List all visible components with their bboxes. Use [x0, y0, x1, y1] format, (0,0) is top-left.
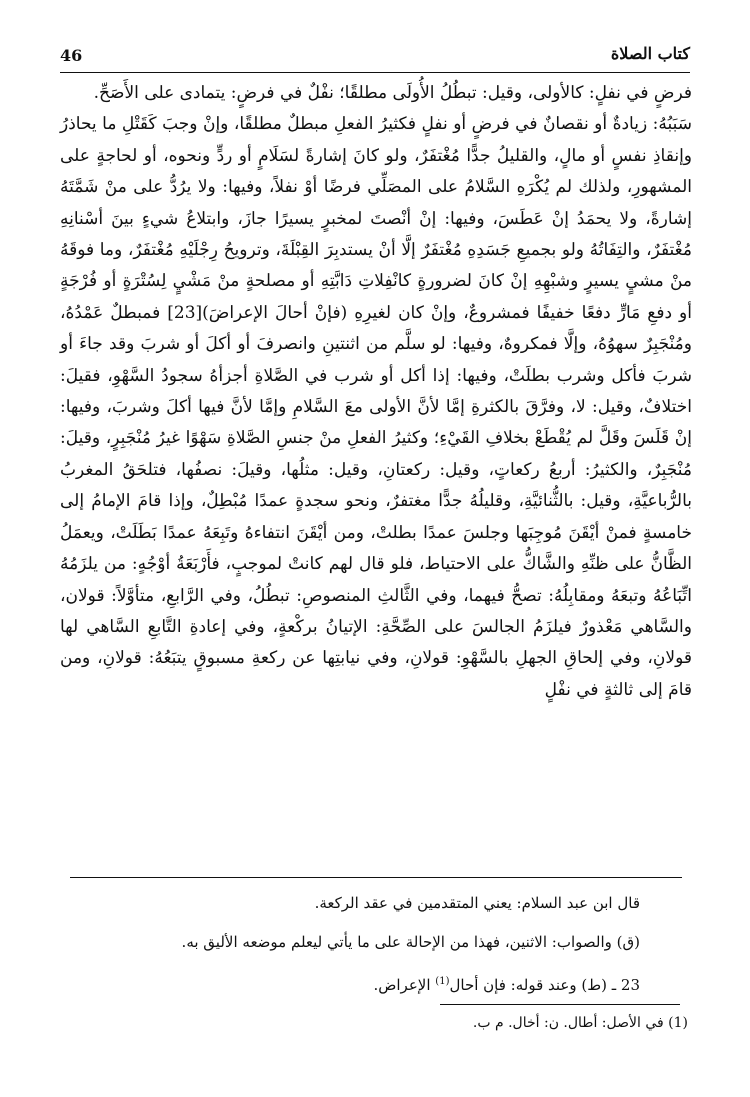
footnote	[70, 1012, 688, 1034]
footnote-divider	[440, 1004, 680, 1005]
running-title: كتاب الصلاة	[610, 44, 690, 63]
paragraph: سَبَبُهُ: زيادةٌ أو نقصانٌ في فرضٍ أو نفلٍ فكثيرُ الفعلِ مبطلٌ مطلقًا، وإنْ وجبَ كَقَتْلِ ما يحاذرُ وإنقاذِ نفسٍ أو مالٍ، والقليلُ جدًّا مُغْتفَرٌ، ولو كانَ إشارةً لسَلَامٍ أو ردٍّ ونحوه، أو لحاجةٍ على المشهورِ، ولذلك لم يُكْرَهِ السَّلامُ على المصَلِّي فرضًا أوْ نفلاً، وفيها: ولا يرُدُّ على منْ شَمَّتَهُ إشارةً، ولا يحمَدُ إنْ عَطَسَ، وفيها: إنْ أنْصتَ لمخبرٍ يسيرًا جازَ، وابتلاعُ شيءٍ بينَ أسْنانِهِ مُغْتفَرٌ، والتِفَاتُهُ ولو بجميعِ جَسَدِهِ مُغْتفَرٌ إلَّا أنْ يستدبِرَ القِبْلَةَ، وترويحُ رِجْلَيْهِ مُغْتفَرٌ، وما فوقَهُ منْ مشيٍ يسيرٍ وشبْهِهِ إنْ كانَ لضرورةٍ كانْفِلاتِ دَابَّتِهِ أو مصلحةٍ منْ مَشْيٍ لِسُتْرَةٍ أو فُرْجَةٍ أو دفعِ مَارٍّ دفعًا خفيفًا فمشروعٌ، وإنْ كان لغيرِهِ (فإنْ أحالَ الإعراضَ)[23] فمبطلٌ عَمْدُهُ، ومُنْجَبِرٌ سهوُهُ، وإلَّا فمكروهٌ، وفيها: لو سلَّم من اثنتينِ وانصرفَ أو أكلَ أو شربَ وقد جاءَ أو شربَ فأكل وشرب بطلَتْ، وفيها: إذا أكل أو شرب في الصَّلاةِ أجزأهُ سجودُ السَّهْوِ، فقيلَ: اختلافٌ، وقيل: لا، وفرَّقَ بالكثرةِ إمَّا لأنَّ الأولى معَ السَّلامِ وإمَّا لأنَّ فيها أكلَ وشربَ، وفيها: إنْ قَلَسَ وقَلَّ لم يُقْطَعْ بخلافِ القَيْءِ؛ وكثيرُ الفعلِ منْ جنسِ الصَّلاةِ سَهْوًا غيرُ مُنْجَبِرٍ، وقيلَ: مُنْجَبِرٌ، والكثيرُ: أربعُ ركعاتٍ، وقيل: ركعتانِ، وقيل: مثلُها، وقيلَ: نصفُها، فتلحَقُ المغربُ بالرُّباعيَّةِ، وقيل: بالثُّنائيَّةِ، وقليلُهُ جدًّا مغتفرٌ، ونحو سجدةٍ عمدًا مُبْطِلٌ، وإذا قامَ الإمامُ إلى خامسةٍ فمنْ أيْقَنَ مُوجِبَها وجلسَ عمدًا بطلتْ، ومن أيْقَنَ انتفاءهُ وتَبِعَهُ عمدًا بَطَلَتْ، ويعمَلُ الظَّانُّ على ظنِّهِ والشَّاكُّ على الاحتياط، فلو قال لهم كانتْ لموجبٍ، فأَرْبَعَةُ أوْجُهٍ: من يلزَمُهُ اتِّبَاعُهُ وتبعَهُ ومقابِلُهُ: تصحُّ فيهما، وفي الثَّالثِ المنصوصِ: تبطُلُ، وفي الرَّابعِ، متأوَّلاً: قولان، والسَّاهي مَعْذورٌ فيلزَمُ الجالسَ على الصِّحَّةِ: الإتيانُ بركْعةٍ، وفي إعادةِ التَّابعِ السَّاهي لها قولانِ، وفي إلحاقِ الجهلِ بالسَّهْوِ: قولانِ، وفي نيابتِها عن ركعةِ مسبوقٍ يتبَعُهُ: قولانِ، ومن قامَ إلى ثالثةٍ في نفْلٍ	[60, 114, 693, 700]
footnote-marker: (1)	[435, 976, 450, 987]
variant-note-text: الإعراض.	[373, 976, 436, 994]
variant-note-text: 23 ـ (ط) وعند قوله: فإن أحال	[449, 976, 640, 994]
variant-note: (ق) والصواب: الاثنين، فهذا من الإحالة على ما يأتي ليعلم موضعه الأليق به.	[181, 933, 640, 951]
apparatus-divider	[70, 877, 682, 878]
variant-notes	[70, 884, 640, 1005]
footnote-text: في الأصل: أطال. ن: أخال. م ب.	[472, 1015, 664, 1031]
page-number: 46	[60, 46, 83, 65]
page-header	[60, 40, 690, 73]
footnote-number: (1)	[668, 1015, 688, 1031]
variant-note: قال ابن عبد السلام: يعني المتقدمين في عقد الركعة.	[314, 894, 640, 912]
main-text	[60, 78, 692, 706]
paragraph: فرضٍ في نفلٍ: كالأولى، وقيل: تبطُلُ الأُولَى مطلقًا؛ نفْلٌ في فرضٍ: يتمادى على الأَصَحِّ.	[93, 83, 692, 103]
variant-note	[70, 962, 640, 1005]
